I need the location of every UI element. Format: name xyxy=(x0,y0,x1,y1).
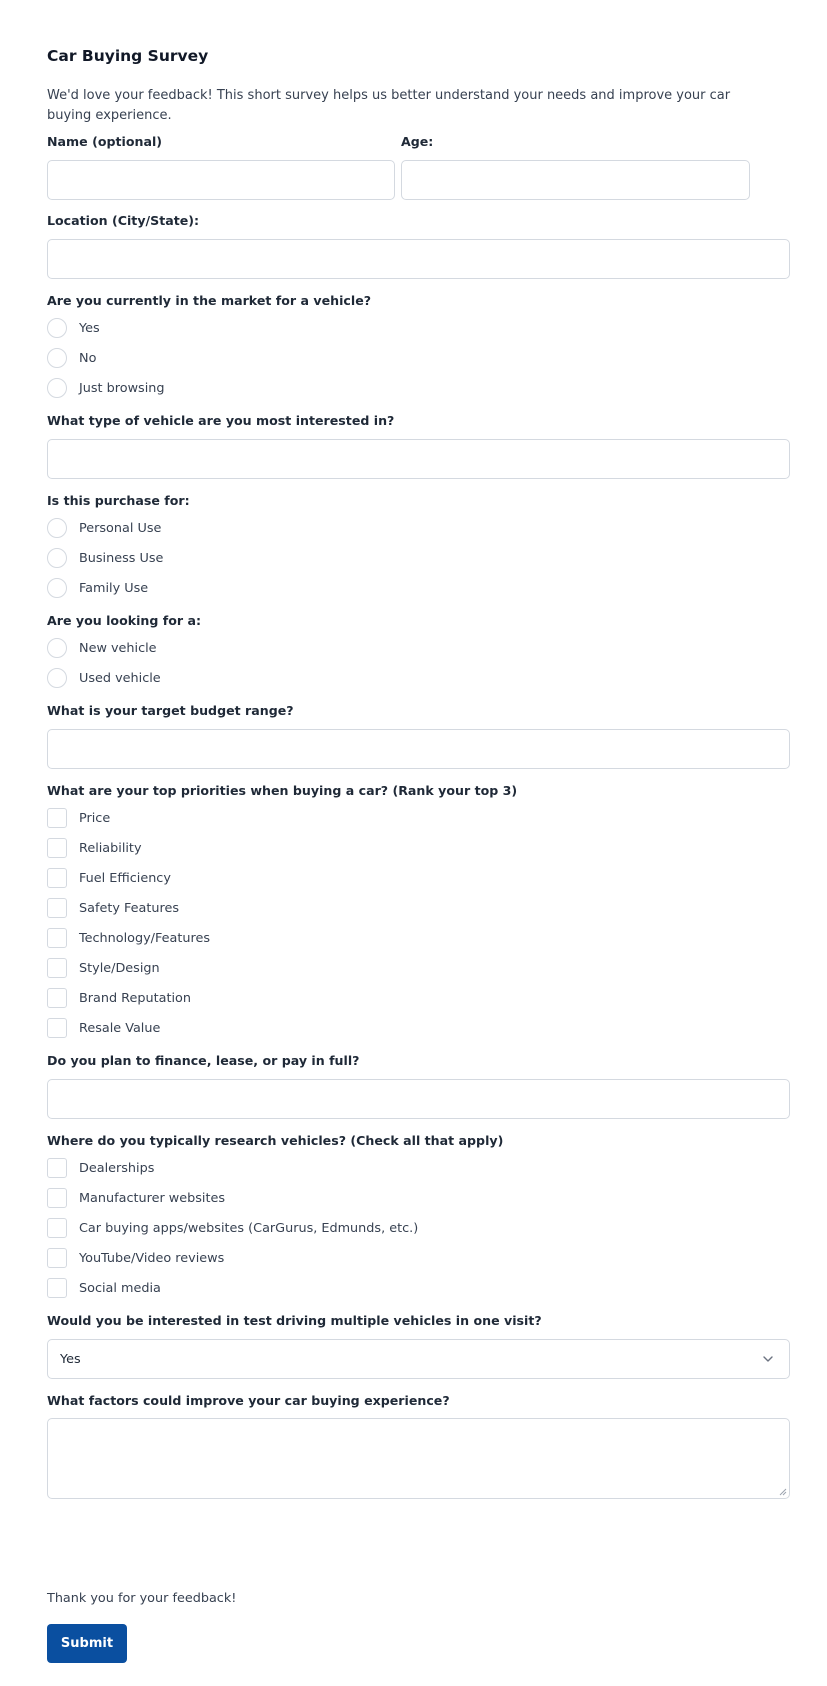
option-label: Manufacturer websites xyxy=(79,1190,226,1206)
thank-you-text: Thank you for your feedback! xyxy=(47,1591,237,1606)
purpose-question: Is this purchase for: xyxy=(47,493,190,508)
checkbox[interactable] xyxy=(47,808,67,828)
priorities-question: What are your top priorities when buying a car? (Rank your top 3) xyxy=(47,783,518,798)
resize-handle-icon[interactable] xyxy=(777,1486,787,1496)
option-label: Personal Use xyxy=(79,520,162,536)
improve-textarea[interactable] xyxy=(47,1418,790,1499)
checkbox[interactable] xyxy=(47,958,67,978)
improve-label: What factors could improve your car buying experience? xyxy=(47,1393,450,1408)
priority-option-style[interactable] xyxy=(47,957,160,979)
priority-option-brand[interactable] xyxy=(47,987,191,1009)
checkbox[interactable] xyxy=(47,988,67,1008)
option-label: Car buying apps/websites (CarGurus, Edmunds, etc.) xyxy=(79,1220,419,1236)
checkbox[interactable] xyxy=(47,928,67,948)
option-label: Reliability xyxy=(79,840,142,856)
option-label: Business Use xyxy=(79,550,164,566)
priority-option-safety[interactable] xyxy=(47,897,179,919)
option-label: Resale Value xyxy=(79,1020,161,1036)
checkbox[interactable] xyxy=(47,1188,67,1208)
option-label: Social media xyxy=(79,1280,161,1296)
select-value: Yes xyxy=(60,1351,81,1367)
market-option-browsing[interactable] xyxy=(47,377,165,399)
chevron-down-icon xyxy=(761,1352,775,1366)
option-label: YouTube/Video reviews xyxy=(79,1250,225,1266)
payment-field[interactable] xyxy=(47,1079,790,1119)
option-label: Price xyxy=(79,810,111,826)
option-label: Just browsing xyxy=(79,380,165,396)
radio-button[interactable] xyxy=(47,378,67,398)
checkbox[interactable] xyxy=(47,838,67,858)
research-option-manufacturer[interactable] xyxy=(47,1187,225,1209)
test-drive-question: Would you be interested in test driving multiple vehicles in one visit? xyxy=(47,1313,542,1328)
radio-button[interactable] xyxy=(47,548,67,568)
research-option-youtube[interactable] xyxy=(47,1247,224,1269)
intro-text: We'd love your feedback! This short survey helps us better understand your needs and improve your car buying experience. xyxy=(47,88,731,123)
radio-button[interactable] xyxy=(47,518,67,538)
research-option-social[interactable] xyxy=(47,1277,161,1299)
market-question: Are you currently in the market for a vehicle? xyxy=(47,293,372,308)
option-label: Yes xyxy=(79,320,100,336)
checkbox[interactable] xyxy=(47,1018,67,1038)
research-option-dealerships[interactable] xyxy=(47,1157,154,1179)
radio-button[interactable] xyxy=(47,318,67,338)
submit-button[interactable]: Submit xyxy=(47,1624,127,1663)
priority-option-reliability[interactable] xyxy=(47,837,142,859)
age-field[interactable] xyxy=(401,160,750,200)
checkbox[interactable] xyxy=(47,898,67,918)
option-label: Safety Features xyxy=(79,900,180,916)
page-title: Car Buying Survey xyxy=(47,47,209,65)
checkbox[interactable] xyxy=(47,1218,67,1238)
budget-label: What is your target budget range? xyxy=(47,703,294,718)
option-label: New vehicle xyxy=(79,640,157,656)
option-label: Technology/Features xyxy=(79,930,211,946)
payment-label: Do you plan to finance, lease, or pay in full? xyxy=(47,1053,360,1068)
radio-button[interactable] xyxy=(47,668,67,688)
location-label: Location (City/State): xyxy=(47,213,200,228)
radio-button[interactable] xyxy=(47,578,67,598)
purpose-option-business[interactable] xyxy=(47,547,163,569)
vehicle-type-field[interactable] xyxy=(47,439,790,479)
test-drive-select[interactable] xyxy=(47,1339,790,1379)
checkbox[interactable] xyxy=(47,1248,67,1268)
priority-option-price[interactable] xyxy=(47,807,110,829)
name-label: Name (optional) xyxy=(47,134,163,149)
radio-button[interactable] xyxy=(47,638,67,658)
radio-button[interactable] xyxy=(47,348,67,368)
name-field[interactable] xyxy=(47,160,395,200)
option-label: Brand Reputation xyxy=(79,990,191,1006)
checkbox[interactable] xyxy=(47,1278,67,1298)
condition-option-used[interactable] xyxy=(47,667,161,689)
vehicle-type-label: What type of vehicle are you most interested in? xyxy=(47,413,395,428)
condition-question: Are you looking for a: xyxy=(47,613,202,628)
market-option-yes[interactable] xyxy=(47,317,100,339)
location-field[interactable] xyxy=(47,239,790,279)
priority-option-technology[interactable] xyxy=(47,927,210,949)
option-label: Family Use xyxy=(79,580,149,596)
priority-option-fuel-efficiency[interactable] xyxy=(47,867,171,889)
option-label: Fuel Efficiency xyxy=(79,870,171,886)
priority-option-resale[interactable] xyxy=(47,1017,160,1039)
age-label: Age: xyxy=(401,134,434,149)
research-question: Where do you typically research vehicles? (Check all that apply) xyxy=(47,1133,504,1148)
purpose-option-personal[interactable] xyxy=(47,517,161,539)
checkbox[interactable] xyxy=(47,1158,67,1178)
research-option-apps[interactable] xyxy=(47,1217,418,1239)
budget-field[interactable] xyxy=(47,729,790,769)
option-label: Used vehicle xyxy=(79,670,161,686)
option-label: Style/Design xyxy=(79,960,160,976)
option-label: Dealerships xyxy=(79,1160,155,1176)
condition-option-new[interactable] xyxy=(47,637,157,659)
option-label: No xyxy=(79,350,97,366)
market-option-no[interactable] xyxy=(47,347,96,369)
purpose-option-family[interactable] xyxy=(47,577,148,599)
checkbox[interactable] xyxy=(47,868,67,888)
